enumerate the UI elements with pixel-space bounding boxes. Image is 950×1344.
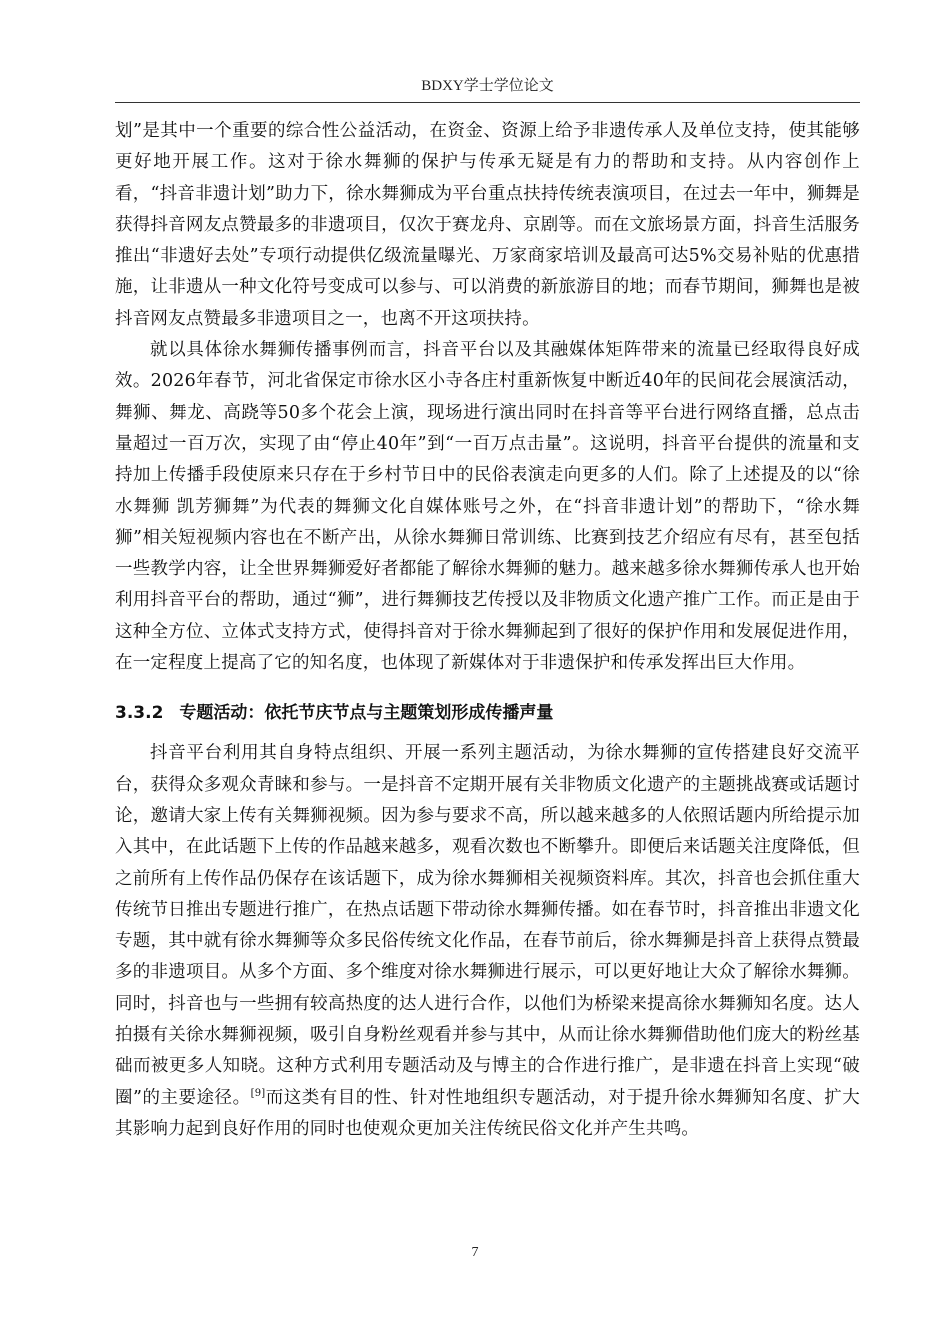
section-heading <box>115 700 860 726</box>
section-title: 专题活动：依托节庆节点与主题策划形成传播声量 <box>179 703 554 724</box>
page-body <box>115 116 860 1145</box>
paragraph-continued: 划”是其中一个重要的综合性公益活动，在资金、资源上给予非遗传承人及单位支持，使其能够更好地开展工作。这对于徐水舞狮的保护与传承无疑是有力的帮助和支持。从内容创作上看，“抖音非遗计划”助力下，徐水舞狮成为平台重点扶持传统表演项目，在过去一年中，狮舞是获得抖音网友点赞最多的非遗项目，仅次于赛龙舟、京剧等。而在文旅场景方面，抖音生活服务推出“非遗好去处”专项行动提供亿级流量曝光、万家商家培训及最高可达5%交易补贴的优惠措施，让非遗从一种文化符号变成可以参与、可以消费的新旅游目的地；而春节期间，狮舞也是被抖音网友点赞最多非遗项目之一，也离不开这项扶持。 <box>115 121 860 329</box>
running-header: BDXY学士学位论文 <box>421 78 554 94</box>
citation-marker: [9] <box>250 1087 266 1099</box>
header-rule <box>115 102 860 103</box>
paragraph-text-tail: 而这类有目的性、针对性地组织专题活动，对于提升徐水舞狮知名度、扩大其影响力起到良好作用的同时也使观众更加关注传统民俗文化并产生共鸣。 <box>115 1087 860 1139</box>
paragraph-case-study: 就以具体徐水舞狮传播事例而言，抖音平台以及其融媒体矩阵带来的流量已经取得良好成效。2026年春节，河北省保定市徐水区小寺各庄村重新恢复中断近40年的民间花会展演活动，舞狮、舞龙、高跷等50多个花会上演，现场进行演出同时在抖音等平台进行网络直播，总点击量超过一百万次，实现了由“停止40年”到“一百万点击量”。这说明，抖音平台提供的流量和支持加上传播手段使原来只存在于乡村节日中的民俗表演走向更多的人们。除了上述提及的以“徐水舞狮 凯芳狮舞”为代表的舞狮文化自媒体账号之外，在“抖音非遗计划”的帮助下，“徐水舞狮”相关短视频内容也在不断产出，从徐水舞狮日常训练、比赛到技艺介绍应有尽有，甚至包括一些教学内容，让全世界舞狮爱好者都能了解徐水舞狮的魅力。越来越多徐水舞狮传承人也开始利用抖音平台的帮助，通过“狮”，进行舞狮技艺传授以及非物质文化遗产推广工作。而正是由于这种全方位、立体式支持方式，使得抖音对于徐水舞狮起到了很好的保护作用和发展促进作用，在一定程度上提高了它的知名度，也体现了新媒体对于非遗保护和传承发挥出巨大作用。 <box>115 340 860 674</box>
section-number: 3.3.2 <box>115 703 164 724</box>
paragraph-text: 抖音平台利用其自身特点组织、开展一系列主题活动，为徐水舞狮的宣传搭建良好交流平台，获得众多观众青睐和参与。一是抖音不定期开展有关非物质文化遗产的主题挑战赛或话题讨论，邀请大家上传有关舞狮视频。因为参与要求不高，所以越来越多的人依照话题内所给提示加入其中，在此话题下上传的作品越来越多，观看次数也不断攀升。即便后来话题关注度降低，但之前所有上传作品仍保存在该话题下，成为徐水舞狮相关视频资料库。其次，抖音也会抓住重大传统节日推出专题进行推广，在热点话题下带动徐水舞狮传播。如在春节时，抖音推出非遗文化专题，其中就有徐水舞狮等众多民俗传统文化作品，在春节前后，徐水舞狮是抖音上获得点赞最多的非遗项目。从多个方面、多个维度对徐水舞狮进行展示，可以更好地让大众了解徐水舞狮。同时，抖音也与一些拥有较高热度的达人进行合作，以他们为桥梁来提高徐水舞狮知名度。达人拍摄有关徐水舞狮视频，吸引自身粉丝观看并参与其中，从而让徐水舞狮借助他们庞大的粉丝基础而被更多人知晓。这种方式利用专题活动及与博主的合作进行推广，是非遗在抖音上实现“破圈”的主要途径。 <box>115 743 860 1108</box>
page-number: 7 <box>471 1245 479 1260</box>
paragraph-themed-activities <box>115 738 860 1145</box>
